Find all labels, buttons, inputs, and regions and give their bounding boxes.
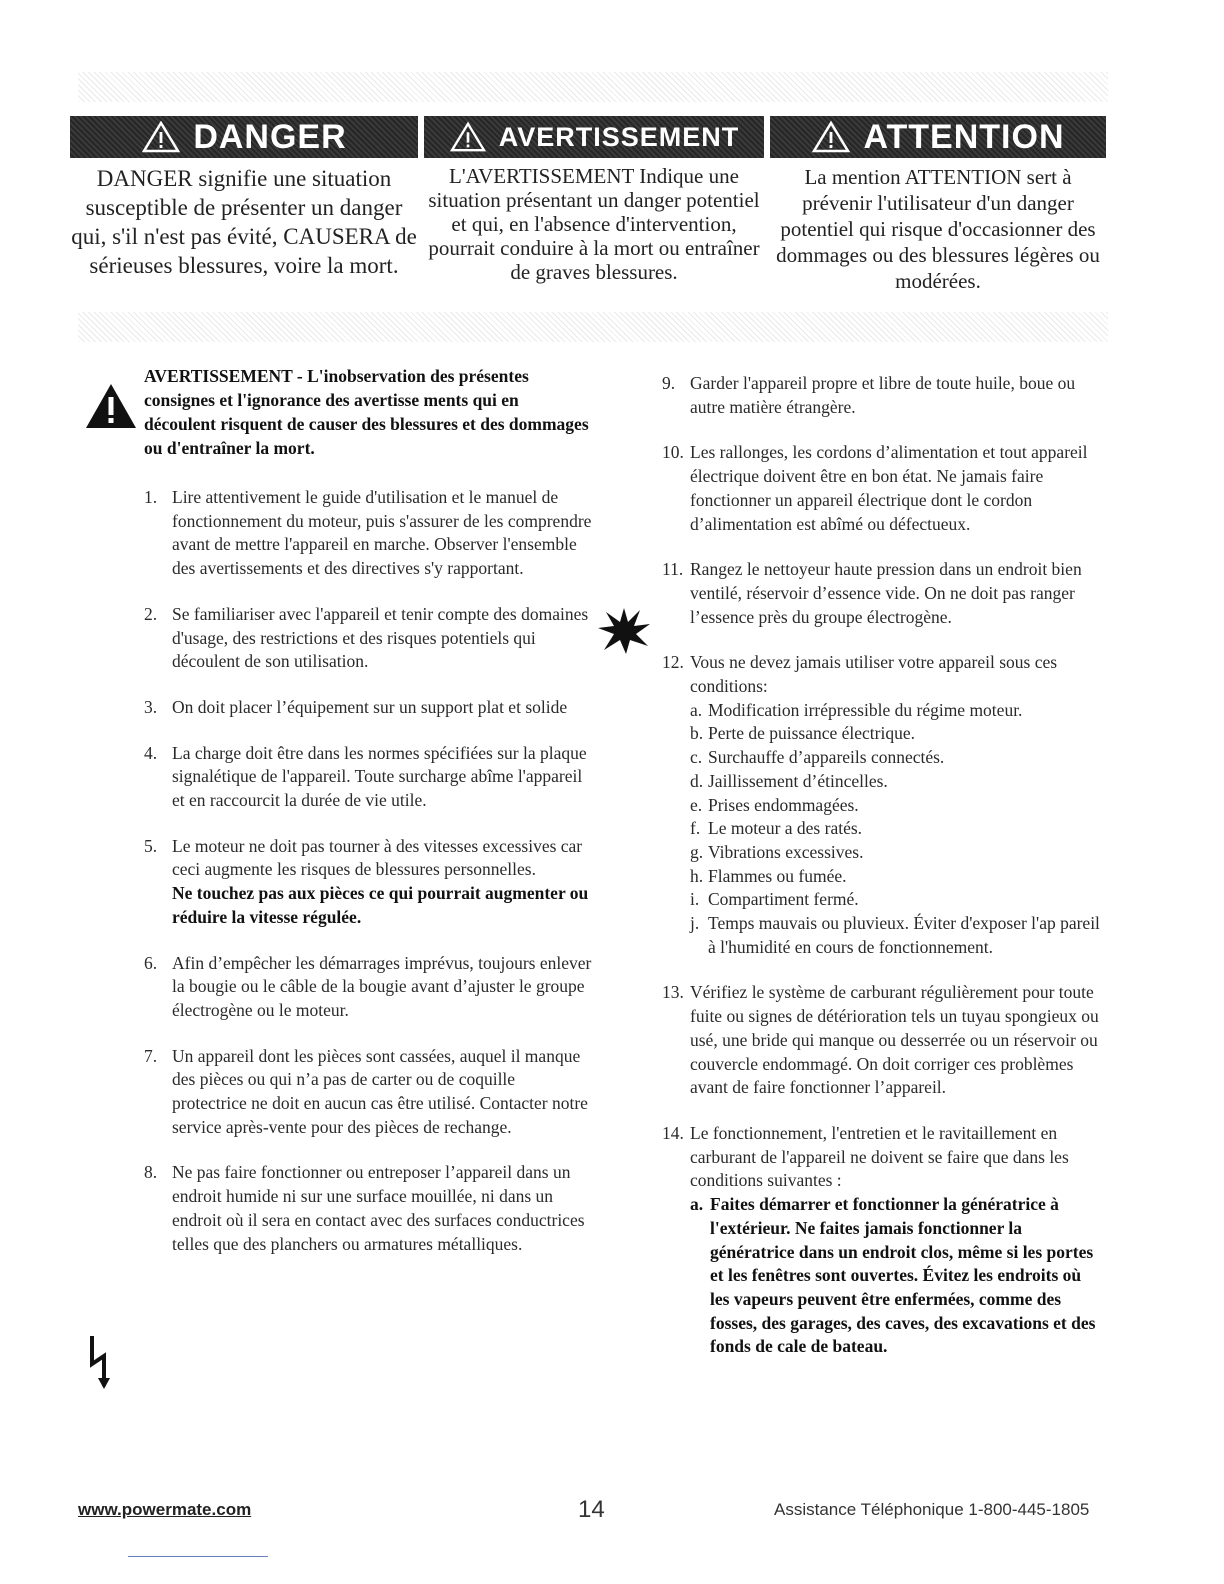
avertissement-header [424,116,764,158]
sub-item-bold: a. Faites démarrer et fonctionner la génératrice à l'extérieur. Ne faites jamais fonctionner la génératrice dans un endroit clos, même si les portes et les fenêtres sont ouvertes. Évitez les endroits où les vapeurs peuvent être enfermées, comme des fosses, des garages, des caves, des excavations et des fonds de cale de bateau. [690,1194,1096,1357]
decorative-band-top [78,72,1108,102]
list-item: 7. Un appareil dont les pièces sont cassées, auquel il manque des pièces ou qui n’a pas de carter ou de coquille protectrice ne doit en aucun cas être utilisé. Contacter notre service après-vente pour des pièces de rechange. [144,1045,588,1137]
list-item: 11. Rangez le nettoyeur haute pression dans un endroit bien ventilé, réservoir d’essence vide. On ne doit pas ranger l’essence près du groupe électrogène. [662,559,1082,627]
bottom-rule [128,1556,268,1557]
list-item: 10. Les rallonges, les cordons d’alimentation et tout appareil électrique doivent être en bon état. Ne jamais faire fonctionner un appareil électrique dont le cordon d’alimentation est abîmé ou défectueux. [662,442,1088,534]
explosion-icon [596,604,652,656]
page-number: 14 [578,1496,605,1523]
avertissement-label: AVERTISSEMENT [498,121,740,152]
footer-website-link[interactable]: www.powermate.com [78,1500,252,1519]
attention-text: La mention ATTENTION sert à prévenir l'utilisateur d'un danger potentiel qui risque d'occasionner des dommages ou des blessures légères ou modérées. [776,165,1100,293]
warning-heading: AVERTISSEMENT - L'inobservation des présentes consignes et l'ignorance des avertisse ments qui en découlent risquent de causer des blessures et des dommages ou d'entraîner la mort. [144,366,589,458]
list-item: 4. La charge doit être dans les normes spécifiées sur la plaque signalétique de l'appareil. Toute surcharge abîme l'appareil et en raccourcit la durée de vie utile. [144,742,587,811]
warning-triangle-icon [811,120,851,154]
list-item: 8. Ne pas faire fonctionner ou entreposer l’appareil dans un endroit humide ni sur une surface mouillée, ni dans un endroit où il sera en contact avec des surfaces conductrices telles que des planchers ou armatures métalliques. [144,1162,585,1254]
left-column [144,364,594,1278]
footer-phone: Assistance Téléphonique 1-800-445-1805 [774,1500,1090,1519]
attention-label: ATTENTION [863,117,1065,156]
sub-item: g. Vibrations excessives. [690,841,864,862]
sub-item: a. Modification irrépressible du régime moteur. [690,699,1023,720]
list-item: 13. Vérifiez le système de carburant régulièrement pour toute fuite ou signes de détérioration tels un tuyau spongieux ou usé, une bride qui manque ou desserrée ou un réservoir ou couvercle endommagé. On doit corriger ces problèmes avant de faire fonctionner l’appareil. [662,982,1099,1098]
list-item: 12. Vous ne devez jamais utiliser votre appareil sous ces conditions: a. Modification irrépressible du régime moteur. b. Perte de puissance électrique. c. Surchauffe d’appareils connectés. d. Jaillissement d’étincelles. e. Prises endommagées. f. Le moteur a des ratés. g. Vibrations excessives. h. Flammes ou fumée. i. Compartiment fermé. j. Temps mauvais ou pluvieux. Éviter d'exposer l'ap pareil à l'humidité en cours de fonctionnement. [662,651,1102,959]
sub-item: h. Flammes ou fumée. [690,865,847,886]
sub-item: i. Compartiment fermé. [690,889,859,910]
sub-item: c. Surchauffe d’appareils connectés. [690,747,945,768]
list-item: 6. Afin d’empêcher les démarrages imprévus, toujours enlever la bougie ou le câble de la bougie avant d’ajuster le groupe électrogène ou le moteur. [144,952,592,1020]
avertissement-signal [424,116,764,284]
list-item: 9. Garder l'appareil propre et libre de toute huile, boue ou autre matière étrangère. [662,373,1076,417]
warning-triangle-icon [141,120,181,154]
decorative-band-bottom [78,312,1108,342]
list-item: 1. Lire attentivement le guide d'utilisation et le manuel de fonctionnement du moteur, puis s'assurer de les comprendre avant de mettre l'appareil en marche. Observer l'ensemble des avertissements et des directives s'y rapportant. [144,487,592,579]
danger-signal [70,116,418,280]
attention-header [770,116,1106,158]
sub-item: f. Le moteur a des ratés. [690,818,863,839]
electric-shock-icon [86,1334,112,1390]
list-item: 5. Le moteur ne doit pas tourner à des vitesses excessives car ceci augmente les risques de blessures personnelles. Ne touchez pas aux pièces ce qui pourrait augmenter ou réduire la vitesse régulée. [144,835,594,930]
sub-item: j. Temps mauvais ou pluvieux. Éviter d'exposer l'ap pareil à l'humidité en cours de fonctionnement. [690,913,1100,957]
avertissement-text: L'AVERTISSEMENT Indique une situation présentant un danger potentiel et qui, en l'absence d'intervention, pourrait conduire à la mort ou entraîner de graves blessures. [428,164,760,284]
list-item: 3. On doit placer l’équipement sur un support plat et solide [144,696,568,717]
sub-item: b. Perte de puissance électrique. [690,723,915,744]
danger-label: DANGER [193,117,347,156]
attention-signal [770,116,1106,294]
sub-item: d. Jaillissement d’étincelles. [690,770,888,791]
danger-header [70,116,418,158]
warning-triangle-icon [449,121,487,153]
right-column [662,372,1102,1381]
bold-notice: Ne touchez pas aux pièces ce qui pourrait augmenter ou réduire la vitesse régulée. [172,883,589,927]
list-item: 2. Se familiariser avec l'appareil et tenir compte des domaines d'usage, des restrictions et des risques potentiels qui découlent de son utilisation. [144,603,589,672]
sub-item: e. Prises endommagées. [690,794,859,815]
warning-triangle-icon [84,382,138,430]
list-item: 14. Le fonctionnement, l'entretien et le ravitaillement en carburant de l'appareil ne doivent se faire que dans les conditions suivantes : a. Faites démarrer et fonctionner la génératrice à l'extérieur. Ne faites jamais fonctionner la génératrice dans un endroit clos, même si les portes et les fenêtres sont ouvertes. Évitez les endroits où les vapeurs peuvent être enfermées, comme des fosses, des garages, des caves, des excavations et des fonds de cale de bateau. [662,1122,1102,1359]
danger-text: DANGER signifie une situation susceptible de présenter un danger qui, s'il n'est pas évité, CAUSERA de sérieuses blessures, voire la mort. [71,166,417,278]
